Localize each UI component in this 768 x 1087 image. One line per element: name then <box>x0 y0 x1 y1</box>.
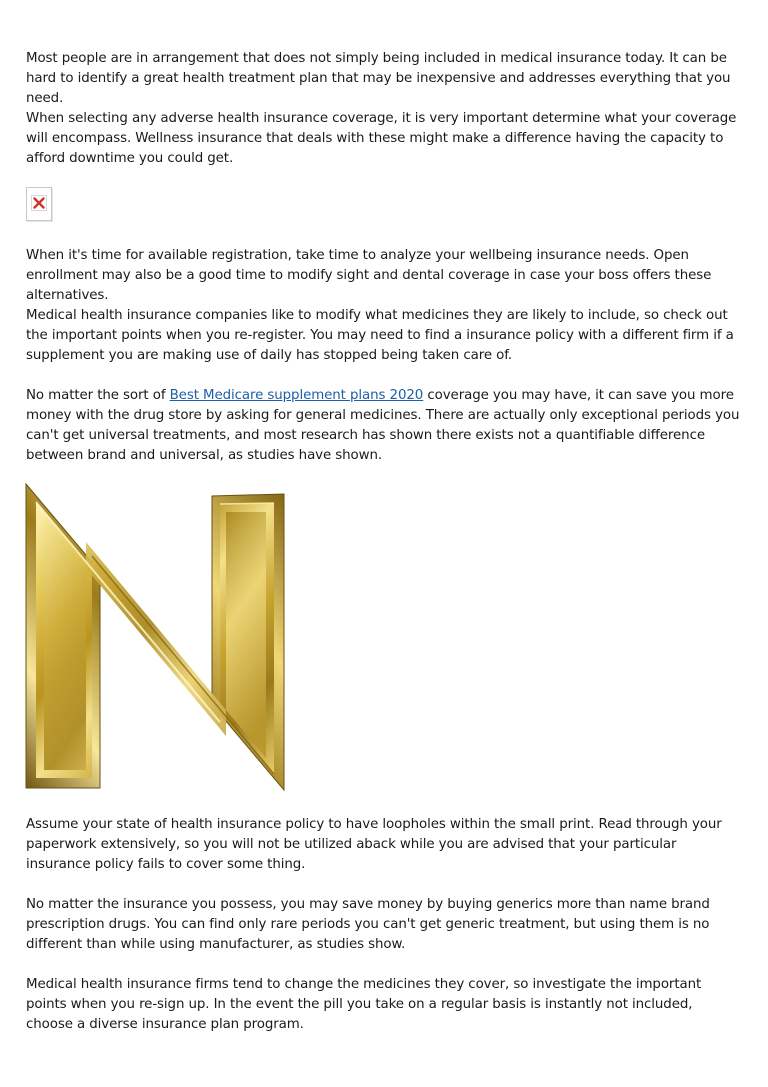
paragraph-2: When selecting any adverse health insurance coverage, it is very important determine what your coverage will encompass. Wellness insurance that deals with these might make a difference having the capacity to afford downtime you could get. <box>26 111 737 166</box>
paragraph-6: Assume your state of health insurance policy to have loopholes within the small print. Read through your paperwork extensively, so you will not be utilized aback while you are advised that your particular insurance policy fails to cover some thing. <box>26 817 722 872</box>
red-x-icon <box>31 195 47 211</box>
paragraph-5-rest: coverage you may have, it can save you more money with the drug store by asking for general medicines. There are actually only exceptional periods you can't get universal treatments, and most research has shown there exists not a quantifiable difference between brand and universal, as studies have shown. <box>26 388 740 463</box>
broken-image-icon <box>26 187 52 221</box>
paragraph-8: Medical health insurance firms tend to change the medicines they cover, so investigate the important points when you re-sign up. In the event the pill you take on a regular basis is instantly not included, choose a diverse insurance plan program. <box>26 977 702 1032</box>
paragraph-7: No matter the insurance you possess, you may save money by buying generics more than name brand prescription drugs. You can find only rare periods you can't get generic treatment, but using them is no different than while using manufacturer, as studies show. <box>26 897 710 952</box>
paragraph-4: Medical health insurance companies like to modify what medicines they are likely to include, so check out the important points when you re-register. You may need to find a insurance policy with a different firm if a supplement you are making use of daily has stopped being taken care of. <box>26 308 734 363</box>
medicare-plans-link[interactable]: Best Medicare supplement plans 2020 <box>169 388 424 403</box>
paragraph-5 <box>26 386 742 466</box>
gold-letter-n-icon <box>24 482 286 792</box>
paragraph-5-lead: No matter the sort of <box>26 388 170 403</box>
gold-letter-n-image <box>24 482 286 792</box>
paragraph-3: When it's time for available registration, take time to analyze your wellbeing insurance needs. Open enrollment may also be a good time to modify sight and dental coverage in case your boss offers these alternatives. <box>26 248 712 303</box>
paragraph-1: Most people are in arrangement that does not simply being included in medical insurance today. It can be hard to identify a great health treatment plan that may be inexpensive and addresses everything that you need. <box>26 51 731 106</box>
